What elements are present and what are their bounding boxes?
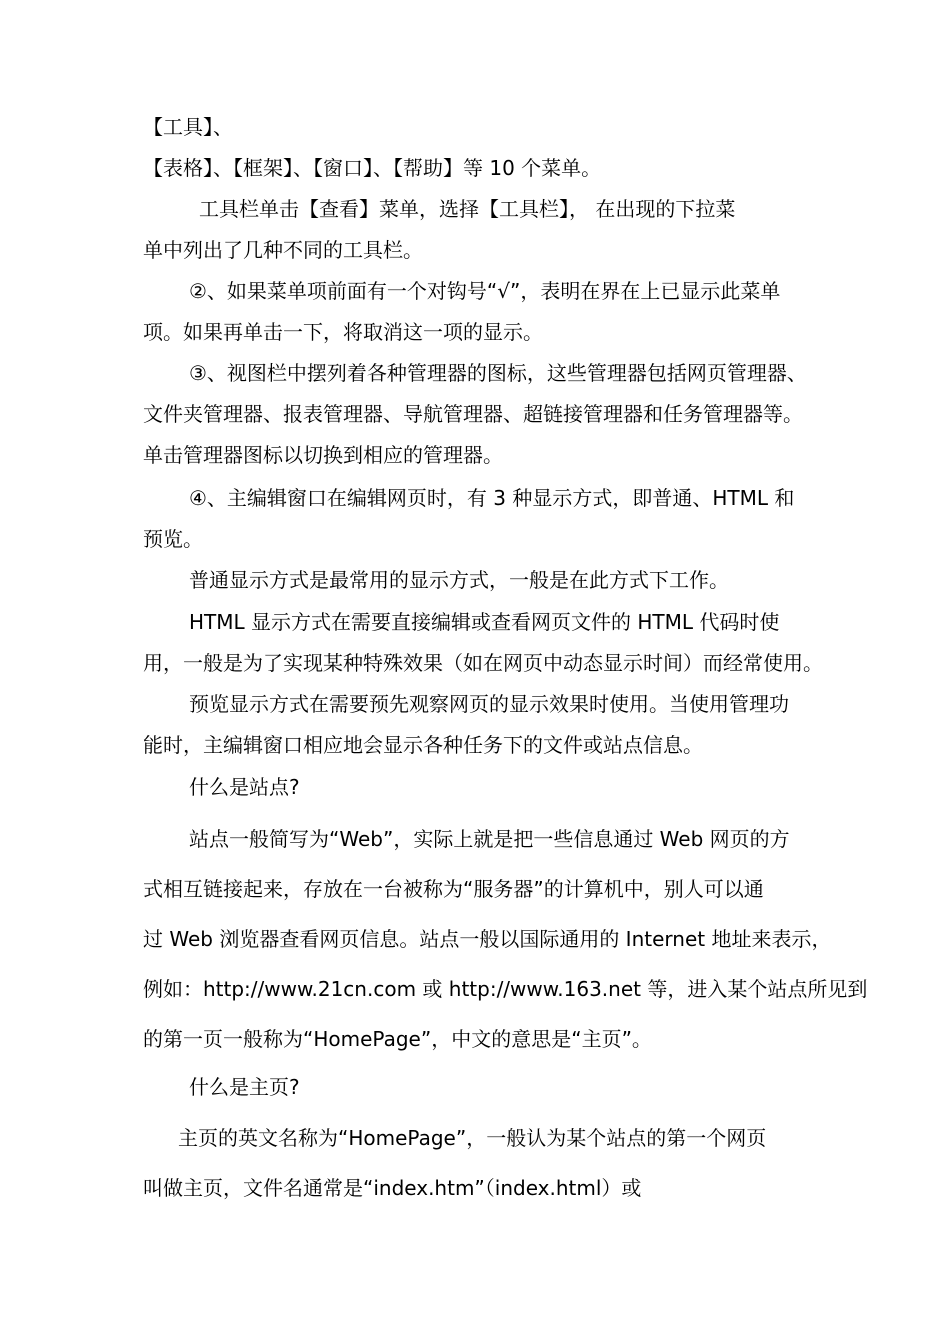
text-line: 单中列出了几种不同的工具栏。 xyxy=(143,238,423,262)
text-line: 主页的英文名称为“HomePage”，一般认为某个站点的第一个网页 xyxy=(178,1126,767,1150)
text-line: 叫做主页，文件名通常是“index.htm”（index.html）或 xyxy=(143,1176,642,1200)
text-line: 用，一般是为了实现某种特殊效果（如在网页中动态显示时间）而经常使用。 xyxy=(143,651,823,675)
text-line: ②、如果菜单项前面有一个对钩号“√”，表明在界在上已显示此菜单 xyxy=(189,279,781,303)
text-line: 例如：http://www.21cn.com 或 http://www.163.net 等，进入某个站点所见到 xyxy=(143,977,868,1001)
text-line: 【工具】、 xyxy=(143,115,233,139)
text-line: 什么是站点? xyxy=(189,775,300,799)
text-line: 项。如果再单击一下，将取消这一项的显示。 xyxy=(143,320,543,344)
text-line: 能时，主编辑窗口相应地会显示各种任务下的文件或站点信息。 xyxy=(143,733,703,757)
text-line: 的第一页一般称为“HomePage”，中文的意思是“主页”。 xyxy=(143,1027,652,1051)
text-line: 预览显示方式在需要预先观察网页的显示效果时使用。当使用管理功 xyxy=(189,692,789,716)
text-line: 过 Web 浏览器查看网页信息。站点一般以国际通用的 Internet 地址来表示， xyxy=(143,927,832,951)
text-line: 【表格】、【框架】、【窗口】、【帮助】等 10 个菜单。 xyxy=(143,156,602,180)
text-line: 预览。 xyxy=(143,527,203,551)
text-line: ③、视图栏中摆列着各种管理器的图标，这些管理器包括网页管理器、 xyxy=(189,361,807,385)
text-line: 单击管理器图标以切换到相应的管理器。 xyxy=(143,443,503,467)
text-line: ④、主编辑窗口在编辑网页时，有 3 种显示方式，即普通、HTML 和 xyxy=(189,486,795,510)
text-line: 什么是主页? xyxy=(189,1075,300,1099)
text-line: 工具栏单击【查看】菜单，选择【工具栏】， 在出现的下拉菜 xyxy=(199,197,736,221)
text-line: 普通显示方式是最常用的显示方式，一般是在此方式下工作。 xyxy=(189,568,729,592)
text-line: 文件夹管理器、报表管理器、导航管理器、超链接管理器和任务管理器等。 xyxy=(143,402,803,426)
text-line: 式相互链接起来，存放在一台被称为“服务器”的计算机中，别人可以通 xyxy=(143,877,764,901)
text-line: 站点一般简写为“Web”，实际上就是把一些信息通过 Web 网页的方 xyxy=(189,827,790,851)
text-line: HTML 显示方式在需要直接编辑或查看网页文件的 HTML 代码时使 xyxy=(189,610,780,634)
